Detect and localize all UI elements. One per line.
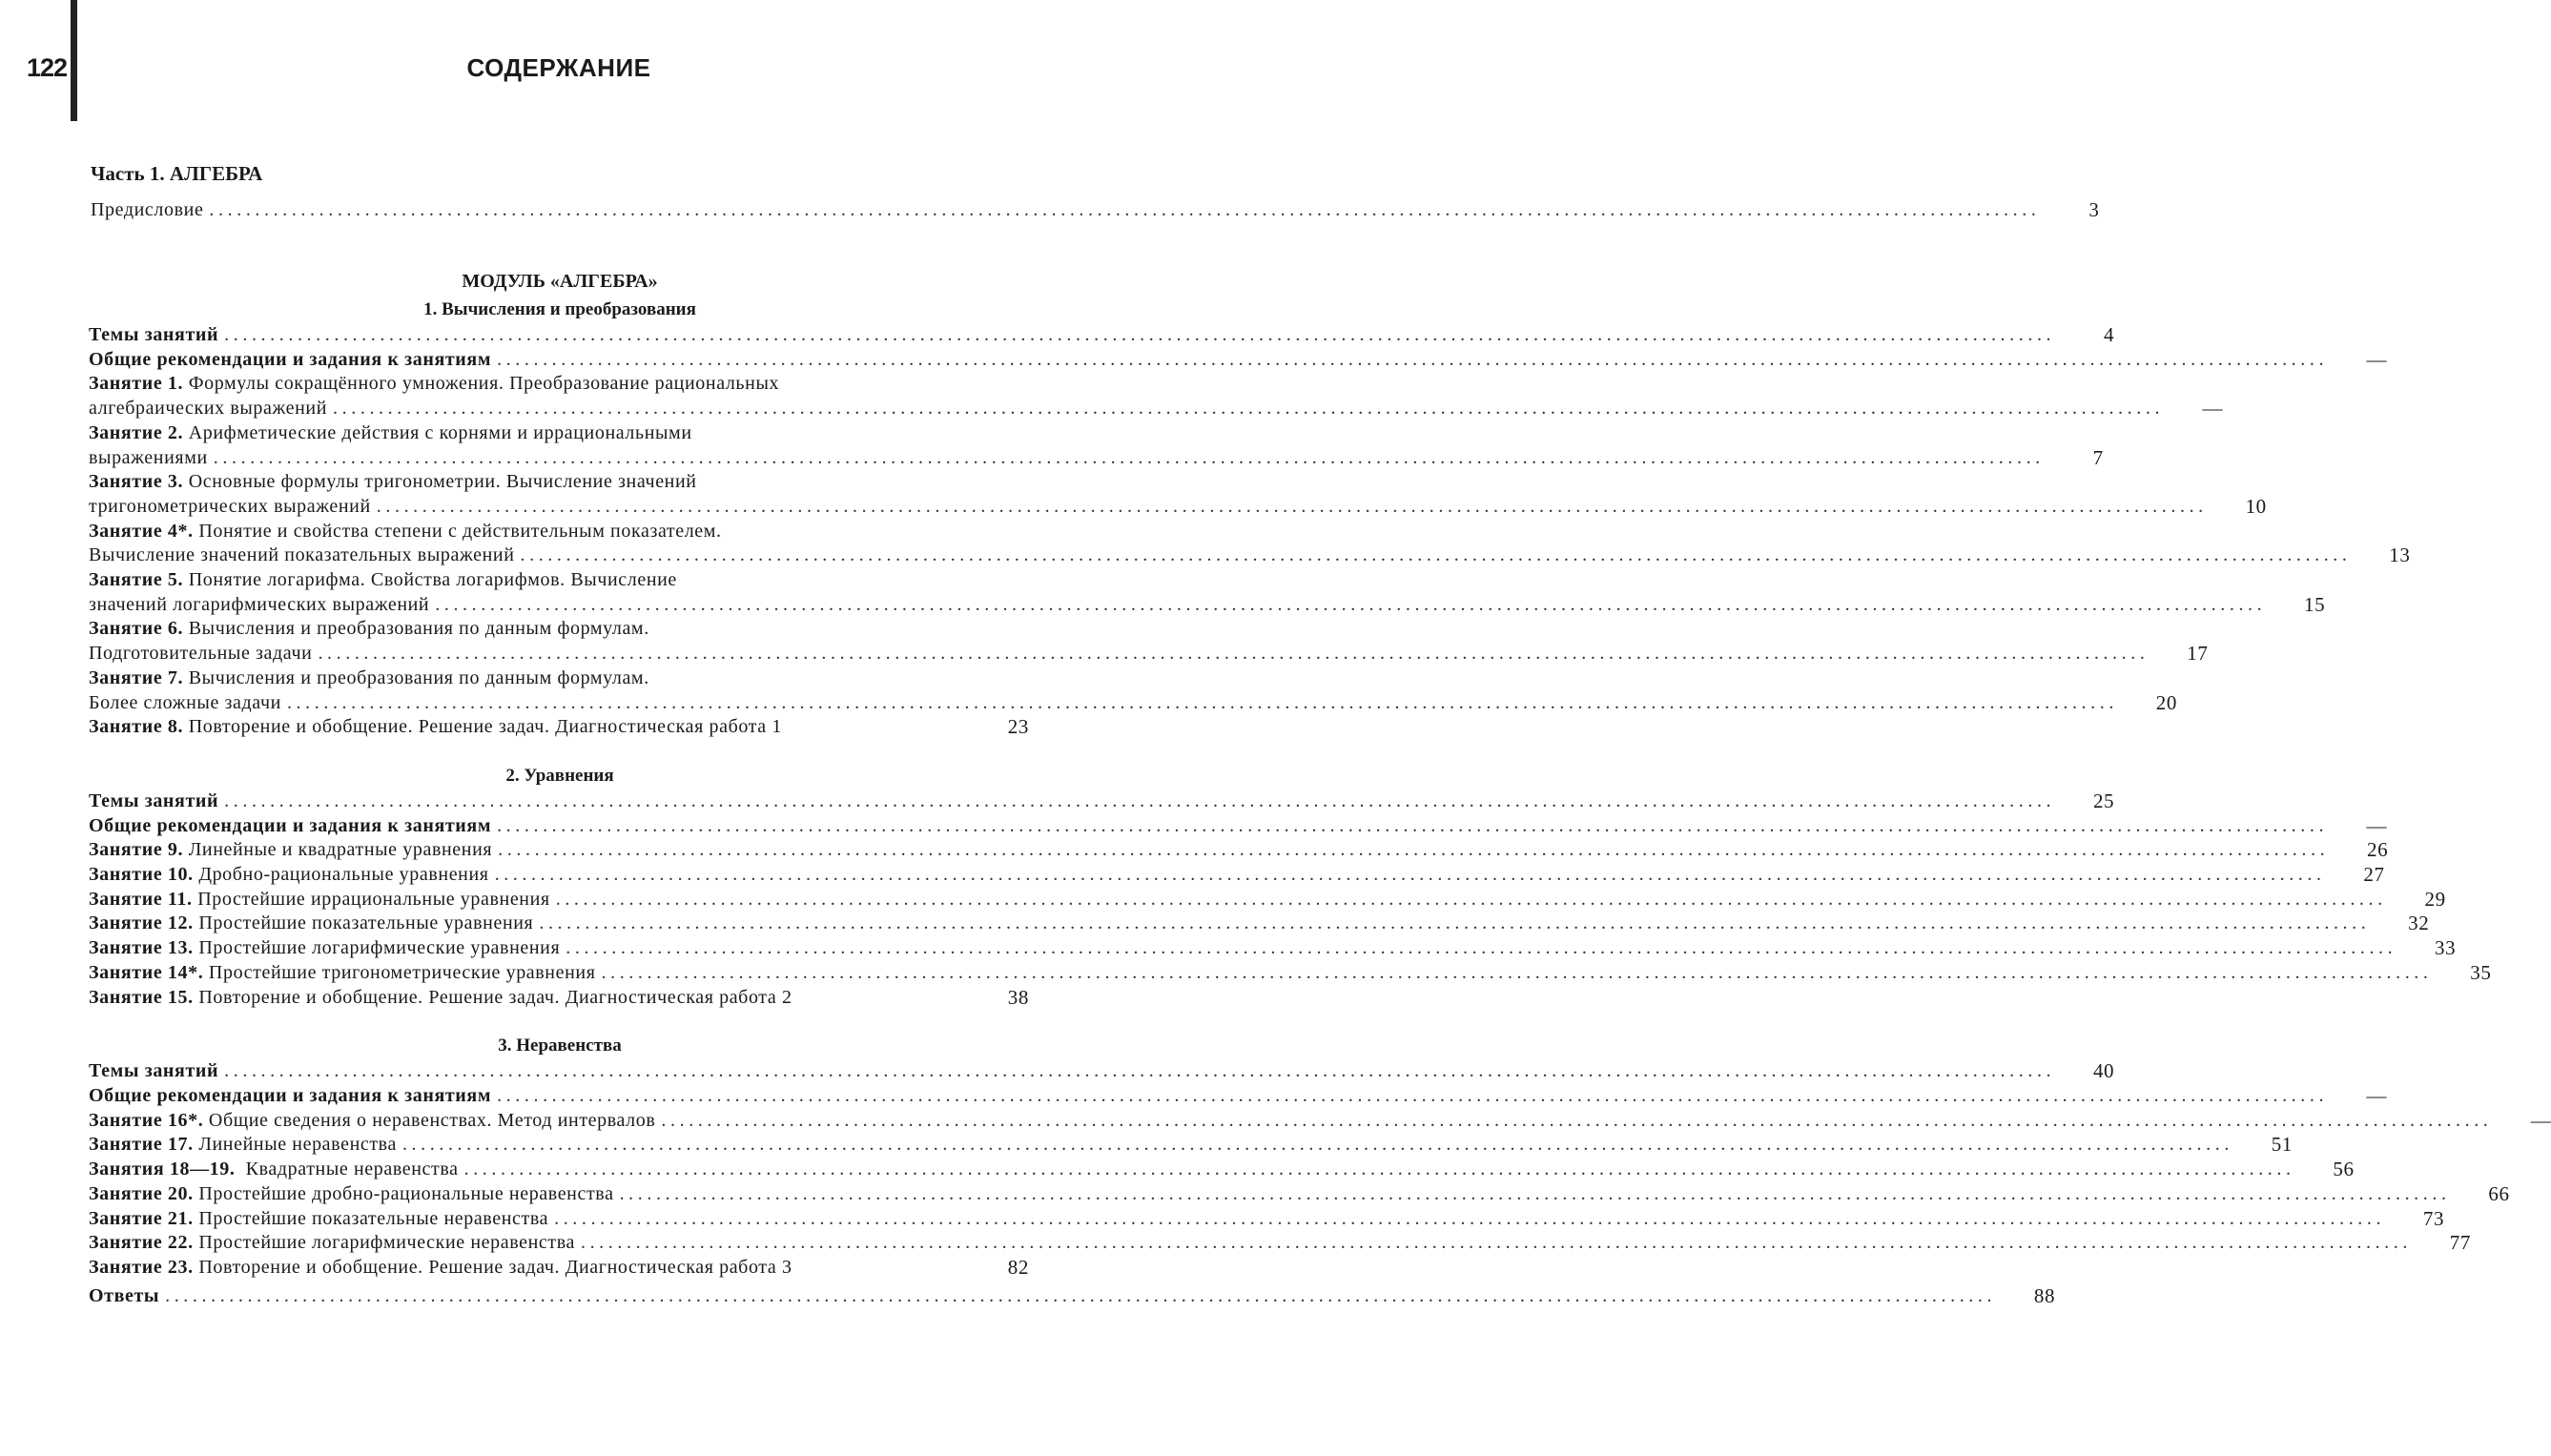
entry-page: 51 xyxy=(2271,1133,2293,1157)
entry-title: Простейшие показательные уравнения xyxy=(193,913,534,934)
toc-entry[interactable] xyxy=(89,912,2430,936)
entry-title: Вычисление значений показательных выражений xyxy=(89,544,515,566)
dot-leader: ........................................................................................................................................................................................................ xyxy=(539,913,2371,934)
toc-entry[interactable] xyxy=(89,1181,2510,1207)
entry-page: 88 xyxy=(2033,1283,2056,1307)
entry-page: 56 xyxy=(2333,1158,2355,1181)
entry-text xyxy=(89,912,533,936)
entry-page: 7 xyxy=(2092,445,2104,469)
dot-leader: ........................................................................................................................................................................................................ xyxy=(435,593,2267,615)
entry-title: Понятие логарифма. Свойства логарифмов. Вычисление xyxy=(183,569,677,591)
toc-entry[interactable] xyxy=(89,1206,2445,1232)
entry-page: 26 xyxy=(2366,838,2389,862)
entry-page: — xyxy=(2366,813,2388,837)
toc-entry[interactable] xyxy=(89,323,2115,348)
toc-content xyxy=(89,266,2551,1308)
entry-text xyxy=(89,348,491,373)
entry-text xyxy=(89,373,779,394)
entry-page: 17 xyxy=(2187,642,2209,666)
entry-text xyxy=(89,593,429,618)
entry-title: Повторение и обобщение. Решение задач. Диагностическая работа 2 xyxy=(193,986,792,1008)
entry-page: 20 xyxy=(2155,690,2177,714)
entry-title: Линейные и квадратные уравнения xyxy=(183,839,493,861)
entry-label: Занятие 1. xyxy=(89,373,184,395)
entry-text xyxy=(89,667,649,688)
entry-page: 10 xyxy=(2245,494,2267,518)
entry-page: 23 xyxy=(1007,715,1029,739)
entry-page: — xyxy=(2202,397,2224,420)
entry-label: Общие рекомендации и задания к занятиям xyxy=(89,348,492,370)
toc-section xyxy=(89,763,2492,1010)
entry-title: Линейные неравенства xyxy=(193,1134,397,1156)
toc-entry[interactable] xyxy=(89,838,2389,863)
dot-leader: ........................................................................................................................................................................................................ xyxy=(376,495,2208,517)
toc-entry[interactable] xyxy=(89,1231,2471,1256)
entry-page: 33 xyxy=(2435,936,2457,960)
toc-entry[interactable] xyxy=(89,863,2385,888)
dot-leader: ........................................................................................................................................................................................................ xyxy=(554,1207,2386,1229)
page-title: СОДЕРЖАНИЕ xyxy=(466,53,651,82)
entry-page: 29 xyxy=(2424,887,2446,911)
entry-text xyxy=(89,1182,614,1207)
entry-text xyxy=(89,1207,548,1232)
entry-title: Основные формулы тригонометрии. Вычисление значений xyxy=(183,471,697,493)
entry-text xyxy=(89,1059,218,1084)
toc-entry[interactable] xyxy=(89,1133,2293,1158)
dot-leader: ........................................................................................................................................................................................................ xyxy=(224,790,2056,811)
dot-leader: ........................................................................................................................................................................................................ xyxy=(213,446,2045,468)
entry-text xyxy=(89,471,697,492)
entry-text xyxy=(89,521,722,542)
entry-text xyxy=(89,1256,792,1281)
dot-leader: ........................................................................................................................................................................................................ xyxy=(497,814,2329,836)
entry-label: Занятие 10. xyxy=(89,864,194,886)
entry-label: Занятие 22. xyxy=(89,1232,194,1254)
toc-entry[interactable] xyxy=(89,1083,2388,1109)
entry-title: Арифметические действия с корнями и иррациональными xyxy=(183,421,692,443)
entry-text xyxy=(89,986,792,1011)
entry-title: Простейшие тригонометрические уравнения xyxy=(203,961,596,983)
entry-title: Повторение и обобщение. Решение задач. Диагностическая работа 3 xyxy=(193,1256,792,1278)
entry-title: Вычисления и преобразования по данным формулам. xyxy=(183,666,649,688)
entry-label: Занятие 21. xyxy=(89,1207,194,1229)
entry-page: 38 xyxy=(1007,985,1029,1009)
entry-text xyxy=(89,1158,459,1182)
entry-label: Ответы xyxy=(89,1284,160,1306)
entry-label: Занятие 8. xyxy=(89,716,184,738)
toc-entry[interactable] xyxy=(89,887,2446,913)
entry-text xyxy=(89,446,208,471)
entry-text xyxy=(89,1231,575,1256)
toc-entry[interactable] xyxy=(89,421,2104,470)
entry-title: Общие сведения о неравенствах. Метод интервалов xyxy=(203,1109,656,1131)
entry-text xyxy=(89,1084,491,1109)
entry-label: Занятие 23. xyxy=(89,1256,194,1278)
entry-title: Подготовительные задачи xyxy=(89,643,313,665)
toc-entry-preface[interactable] xyxy=(91,198,2100,223)
entry-text xyxy=(89,838,492,863)
section-title: 2. Уравнения xyxy=(505,765,614,786)
toc-entry[interactable] xyxy=(89,813,2388,839)
toc-entry[interactable] xyxy=(89,1256,1029,1281)
toc-entry[interactable] xyxy=(89,347,2388,373)
entry-title: алгебраических выражений xyxy=(89,398,328,420)
entry-page: 35 xyxy=(2470,960,2492,984)
toc-entry[interactable] xyxy=(89,520,2411,568)
toc-entry[interactable] xyxy=(89,1158,2355,1182)
module-title: МОДУЛЬ «АЛГЕБРА» xyxy=(462,271,658,292)
dot-leader: ........................................................................................................................................................................................................ xyxy=(601,961,2433,983)
entry-title: значений логарифмических выражений xyxy=(89,593,430,615)
entry-label: Занятие 3. xyxy=(89,471,184,493)
toc-entry[interactable] xyxy=(89,715,1029,740)
entry-page: — xyxy=(2530,1108,2551,1132)
dot-leader: ........................................................................................................................................................................................................ xyxy=(165,1284,1997,1306)
entry-page: — xyxy=(2366,347,2388,371)
entry-title: тригонометрических выражений xyxy=(89,495,371,517)
toc-entry[interactable] xyxy=(89,1059,2115,1084)
page-number: 122 xyxy=(27,53,68,82)
toc-entry[interactable] xyxy=(89,568,2326,617)
entry-label: Занятие 14*. xyxy=(89,961,204,983)
dot-leader: ........................................................................................................................................................................................................ xyxy=(401,1134,2233,1156)
entry-text xyxy=(89,495,371,520)
entry-text xyxy=(89,888,550,913)
entry-page: 32 xyxy=(2408,912,2430,935)
entry-page: 82 xyxy=(1007,1255,1029,1279)
entry-label: Темы занятий xyxy=(89,790,219,811)
toc-entry[interactable] xyxy=(89,666,2177,715)
dot-leader: ........................................................................................................................................................................................................ xyxy=(497,1084,2329,1106)
entry-title: Более сложные задачи xyxy=(89,691,281,713)
entry-label: Занятие 9. xyxy=(89,839,184,861)
entry-page: 73 xyxy=(2422,1206,2445,1230)
entry-page: 25 xyxy=(2092,789,2115,812)
dot-leader: ........................................................................................................................................................................................................ xyxy=(209,199,2041,220)
entry-label: Занятие 6. xyxy=(89,618,184,640)
entry-text xyxy=(89,642,312,666)
entry-text xyxy=(89,863,489,888)
entry-text xyxy=(89,569,677,590)
toc-entry[interactable] xyxy=(89,936,2457,961)
dot-leader: ........................................................................................................................................................................................................ xyxy=(619,1182,2451,1204)
entry-label: Занятие 17. xyxy=(89,1134,194,1156)
entry-title: Простейшие логарифмические уравнения xyxy=(193,937,561,959)
entry-title: Простейшие логарифмические неравенства xyxy=(193,1232,575,1254)
entry-page: — xyxy=(2366,1083,2388,1107)
entry-title: Повторение и обобщение. Решение задач. Диагностическая работа 1 xyxy=(183,716,782,738)
entry-text xyxy=(89,715,782,740)
dot-leader: ........................................................................................................................................................................................................ xyxy=(497,348,2329,370)
entry-title: Дробно-рациональные уравнения xyxy=(193,864,489,886)
toc-entry[interactable] xyxy=(89,372,2224,420)
toc-entry-answers[interactable] xyxy=(89,1283,2056,1309)
dot-leader: ........................................................................................................................................................................................................ xyxy=(463,1159,2295,1180)
dot-leader: ........................................................................................................................................................................................................ xyxy=(318,643,2150,665)
toc-entry[interactable] xyxy=(89,470,2267,519)
entry-text xyxy=(89,618,649,639)
dot-leader: ........................................................................................................................................................................................................ xyxy=(224,324,2056,345)
entry-title: Вычисления и преобразования по данным формулам. xyxy=(183,618,649,640)
entry-label: Занятие 20. xyxy=(89,1182,194,1204)
dot-leader: ........................................................................................................................................................................................................ xyxy=(498,839,2330,861)
toc-entry[interactable] xyxy=(89,1108,2551,1134)
entry-label: Общие рекомендации и задания к занятиям xyxy=(89,814,492,836)
entry-text xyxy=(89,543,515,568)
entry-text xyxy=(89,1109,655,1134)
entry-page: 66 xyxy=(2488,1181,2510,1205)
dot-leader: ........................................................................................................................................................................................................ xyxy=(286,691,2118,713)
toc-entry[interactable] xyxy=(89,617,2209,666)
entry-label: Занятие 15. xyxy=(89,986,194,1008)
toc-entry[interactable] xyxy=(89,986,1029,1011)
entry-page: 3 xyxy=(2088,198,2100,221)
entry-label: Занятие 11. xyxy=(89,888,193,910)
entry-text xyxy=(89,814,491,839)
entry-label: Занятия 18—19. xyxy=(89,1159,236,1180)
part-title: Часть 1. АЛГЕБРА xyxy=(91,162,263,185)
dot-leader: ........................................................................................................................................................................................................ xyxy=(580,1232,2412,1254)
dot-leader: ........................................................................................................................................................................................................ xyxy=(494,864,2326,886)
dot-leader: ........................................................................................................................................................................................................ xyxy=(661,1109,2493,1131)
toc-entry[interactable] xyxy=(89,960,2492,986)
entry-title: Простейшие иррациональные уравнения xyxy=(192,888,550,910)
dot-leader: ........................................................................................................................................................................................................ xyxy=(520,544,2352,566)
entry-text xyxy=(89,397,327,421)
dot-leader: ........................................................................................................................................................................................................ xyxy=(333,398,2165,420)
entry-label: Занятие 12. xyxy=(89,913,194,934)
entry-page: 13 xyxy=(2389,543,2411,567)
section-title: 1. Вычисления и преобразования xyxy=(423,299,696,319)
entry-label: Темы занятий xyxy=(89,1060,219,1082)
entry-page: 77 xyxy=(2449,1231,2471,1255)
dot-leader: ........................................................................................................................................................................................................ xyxy=(566,937,2397,959)
dot-leader: ........................................................................................................................................................................................................ xyxy=(555,888,2387,910)
entry-label: Занятие 4*. xyxy=(89,520,194,542)
entry-label: Занятие 7. xyxy=(89,666,184,688)
toc-entry[interactable] xyxy=(89,789,2115,814)
entry-text xyxy=(89,961,596,986)
entry-label: Занятие 5. xyxy=(89,569,184,591)
entry-label: Занятие 13. xyxy=(89,937,194,959)
entry-text xyxy=(89,790,218,814)
entry-text xyxy=(89,691,281,716)
entry-label: Темы занятий xyxy=(89,324,219,345)
entry-title: Формулы сокращённого умножения. Преобразование рациональных xyxy=(183,373,780,395)
entry-title: Понятие и свойства степени с действительным показателем. xyxy=(193,520,722,542)
toc-section xyxy=(89,297,2411,740)
entry-text xyxy=(89,1133,397,1158)
entry-text xyxy=(89,422,692,443)
entry-page: 40 xyxy=(2092,1059,2115,1083)
entry-label: Занятие 2. xyxy=(89,421,184,443)
toc-section xyxy=(89,1033,2551,1280)
entry-title: Квадратные неравенства xyxy=(235,1159,459,1180)
entry-text xyxy=(89,936,560,961)
dot-leader: ........................................................................................................................................................................................................ xyxy=(224,1060,2056,1082)
entry-title: Простейшие показательные неравенства xyxy=(193,1207,549,1229)
entry-title: выражениями xyxy=(89,446,208,468)
entry-text xyxy=(89,323,218,348)
entry-label: Занятие 16*. xyxy=(89,1109,204,1131)
entry-label: Общие рекомендации и задания к занятиям xyxy=(89,1084,492,1106)
entry-page: 27 xyxy=(2363,863,2385,887)
entry-page: 15 xyxy=(2304,592,2326,616)
entry-title: Простейшие дробно-рациональные неравенства xyxy=(193,1182,614,1204)
entry-page: 4 xyxy=(2104,323,2115,346)
entry-label: Предисловие xyxy=(91,199,204,220)
section-title: 3. Неравенства xyxy=(498,1036,622,1056)
